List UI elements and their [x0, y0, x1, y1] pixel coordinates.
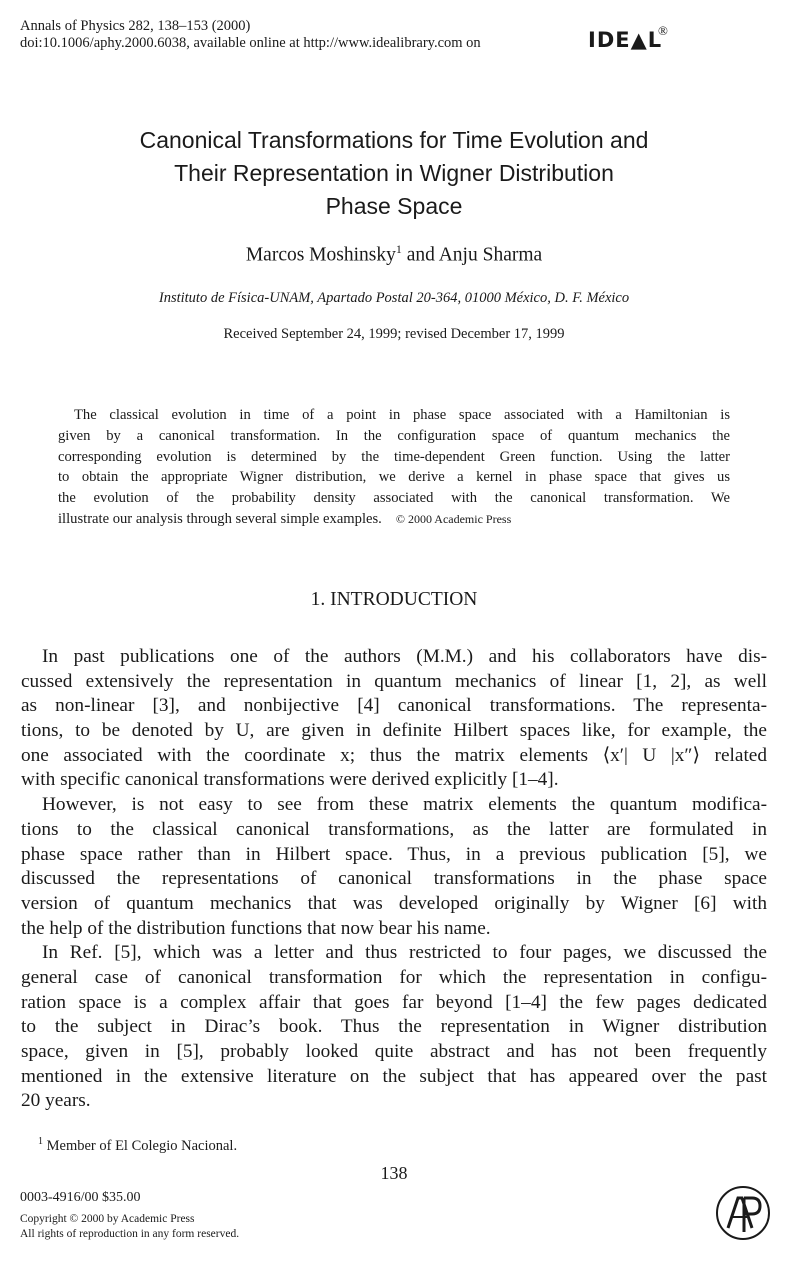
- academic-press-logo[interactable]: [714, 1184, 772, 1242]
- ideal-logo[interactable]: [588, 22, 678, 60]
- body-line: general case of canonical transformation for which the representation in configu-: [21, 966, 767, 988]
- footnote-marker[interactable]: 1: [395, 242, 402, 256]
- affiliation: Instituto de Física-UNAM, Apartado Postal 20-364, 01000 México, D. F. México: [158, 290, 630, 306]
- abstract: [58, 405, 730, 530]
- body-line: tions, to be denoted by U, are given in definite Hilbert spaces like, for example, the: [21, 720, 767, 742]
- registered-mark: ®: [658, 23, 668, 38]
- paper-title: [60, 124, 728, 223]
- body-line: space, given in [5], probably looked quite abstract and has not been frequently: [21, 1041, 767, 1062]
- title-line-3: Phase Space: [325, 193, 463, 219]
- ideal-logo-text: IDE▲L: [588, 28, 663, 52]
- body-line: to the subject in Dirac’s book. Thus the representation in Wigner distribution: [21, 1016, 767, 1038]
- body-line: In past publications one of the authors (M.M.) and his collaborators have dis-: [42, 646, 767, 667]
- abstract-copyright: © 2000 Academic Press: [395, 511, 512, 526]
- abstract-line: to obtain the appropriate Wigner distribution, we derive a kernel in phase space that gives us: [58, 469, 730, 486]
- page-number: 138: [380, 1163, 408, 1183]
- doi-line: doi:10.1006/aphy.2000.6038, available online at http://www.idealibrary.com on: [20, 35, 481, 51]
- abstract-line: given by a canonical transformation. In the configuration space of quantum mechanics the: [58, 427, 730, 444]
- body-line: with specific canonical transformations were derived explicitly [1–4].: [21, 769, 559, 791]
- issn-price: 0003-4916/00 $35.00: [20, 1190, 141, 1205]
- body-line: ration space is a complex affair that goes far beyond [1–4] the few pages dedicated: [21, 991, 767, 1013]
- body-line: 20 years.: [21, 1090, 91, 1112]
- body-line: discussed the representations of canonical transformations in the phase space: [21, 868, 767, 890]
- footnote: [38, 1136, 237, 1155]
- abstract-last-line: [58, 509, 730, 530]
- author-name: Anju Sharma: [438, 244, 543, 266]
- body-line: the help of the distribution functions that now bear his name.: [21, 917, 491, 939]
- body-line: tions to the classical canonical transformations, as the latter are formulated in: [21, 818, 767, 840]
- body-text: [21, 645, 767, 1114]
- ap-logo-icon: [714, 1184, 772, 1242]
- title-line-2: Their Representation in Wigner Distribution: [174, 160, 614, 186]
- body-line: one associated with the coordinate x; thus the matrix elements ⟨x′| U |x″⟩ related: [21, 744, 767, 766]
- body-line: phase space rather than in Hilbert space. Thus, in a previous publication [5], we: [21, 843, 767, 865]
- author-conjunction: and: [401, 244, 439, 266]
- rights-line: All rights of reproduction in any form reserved.: [20, 1228, 240, 1240]
- body-line: cussed extensively the representation in quantum mechanics of linear [1, 2], as well: [21, 670, 767, 692]
- abstract-line: illustrate our analysis through several simple examples.: [58, 510, 382, 527]
- title-line-1: Canonical Transformations for Time Evolution and: [139, 127, 649, 153]
- copyright-line: Copyright © 2000 by Academic Press: [20, 1213, 195, 1225]
- journal-citation: Annals of Physics 282, 138–153 (2000): [20, 18, 251, 34]
- body-line: mentioned in the extensive literature on the subject that has appeared over the past: [21, 1065, 767, 1087]
- body-line: version of quantum mechanics that was developed originally by Wigner [6] with: [21, 892, 767, 914]
- author-name: Marcos Moshinsky: [245, 244, 396, 266]
- abstract-line: the evolution of the probability density associated with the canonical transformation. We: [58, 490, 730, 507]
- body-line: In Ref. [5], which was a letter and thus restricted to four pages, we discussed the: [42, 942, 767, 964]
- abstract-line: The classical evolution in time of a point in phase space associated with a Hamiltonian is: [74, 407, 730, 423]
- abstract-line: corresponding evolution is determined by the time-dependent Green function. Using the latter: [58, 448, 730, 465]
- body-line: However, is not easy to see from these matrix elements the quantum modifica-: [42, 794, 767, 816]
- author-list: [0, 242, 788, 267]
- footnote-text: Member of El Colegio Nacional.: [43, 1137, 238, 1154]
- footnote-mark: 1: [38, 1136, 43, 1147]
- section-heading: 1. INTRODUCTION: [310, 589, 478, 610]
- received-dates: Received September 24, 1999; revised December 17, 1999: [223, 326, 565, 342]
- body-line: as non-linear [3], and nonbijective [4] canonical transformations. The representa-: [21, 695, 767, 717]
